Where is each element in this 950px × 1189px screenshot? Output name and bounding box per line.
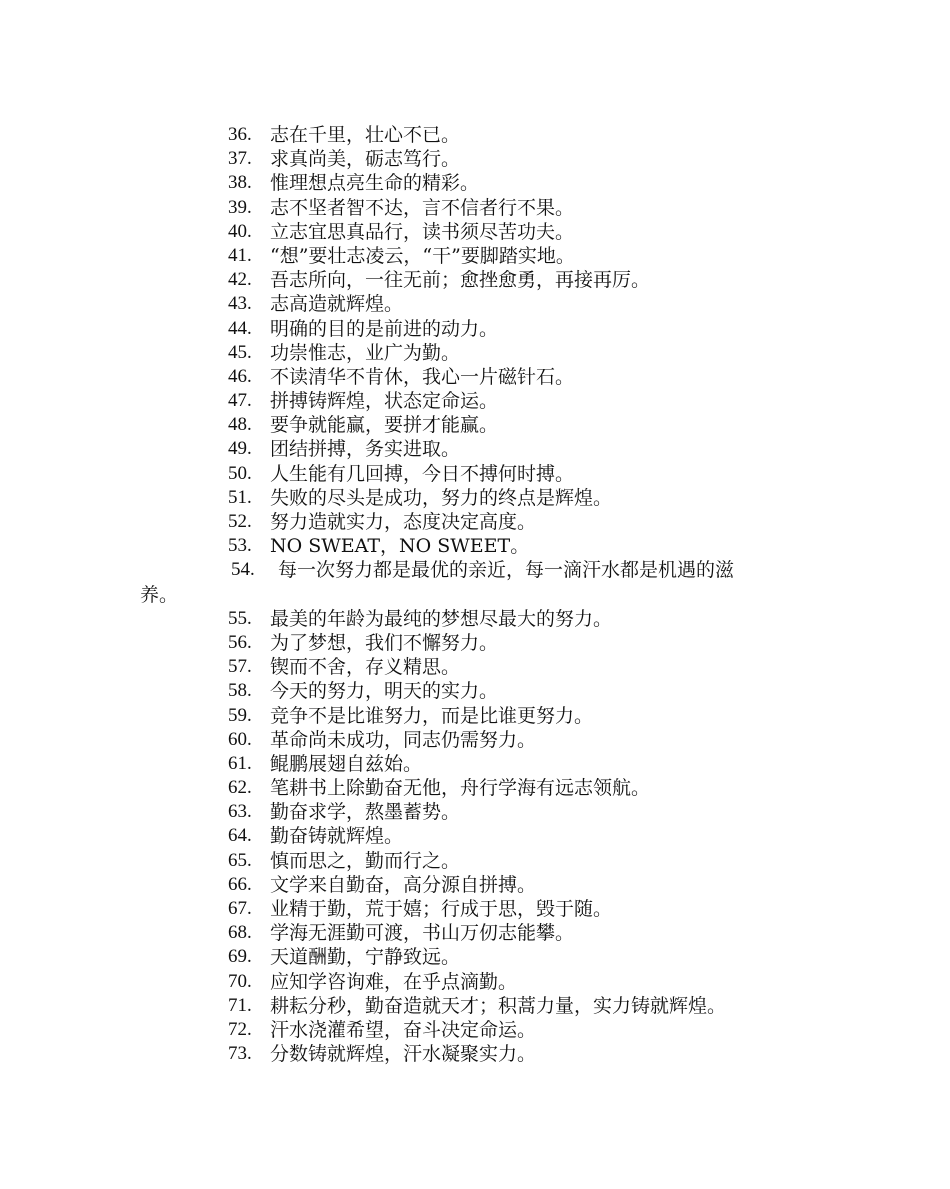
item-text: 惟理想点亮生命的精彩。 [270, 172, 480, 195]
item-number: 72. [228, 1018, 252, 1040]
item-number: 71. [228, 994, 252, 1016]
item-text: 文学来自勤奋，高分源自拼搏。 [270, 873, 537, 896]
list-item [0, 123, 950, 147]
item-number: 65. [228, 849, 252, 871]
item-number: 39. [228, 196, 252, 218]
list-item [0, 341, 950, 365]
list-item [0, 558, 950, 606]
list-item [0, 824, 950, 848]
list-item [0, 389, 950, 413]
item-text: 笔耕书上除勤奋无他，舟行学海有远志领航。 [270, 777, 651, 800]
item-number: 40. [228, 220, 252, 242]
item-number: 59. [228, 704, 252, 726]
item-text: 失败的尽头是成功，努力的终点是辉煌。 [270, 486, 613, 509]
list-item [0, 220, 950, 244]
item-number: 47. [228, 390, 252, 412]
item-text: 为了梦想，我们不懈努力。 [270, 631, 499, 654]
list-item [0, 945, 950, 969]
item-text: 竞争不是比谁努力，而是比谁更努力。 [270, 704, 594, 727]
item-number: 64. [228, 825, 252, 847]
item-text: 锲而不舍，存义精思。 [270, 656, 461, 679]
item-text: 求真尚美，砺志笃行。 [270, 148, 461, 171]
list-item [0, 607, 950, 631]
list-item [0, 704, 950, 728]
item-number: 43. [228, 293, 252, 315]
item-number: 46. [228, 365, 252, 387]
item-text: 天道酬勤，宁静致远。 [270, 946, 461, 969]
list-item [0, 486, 950, 510]
item-number: 48. [228, 414, 252, 436]
item-number: 37. [228, 148, 252, 170]
list-item [0, 897, 950, 921]
item-number: 44. [228, 317, 252, 339]
item-number: 42. [228, 269, 252, 291]
list-item [0, 244, 950, 268]
item-number: 70. [228, 970, 252, 992]
item-text: 学海无涯勤可渡，书山万仞志能攀。 [270, 922, 575, 945]
item-number: 36. [228, 124, 252, 145]
item-number: 50. [228, 462, 252, 484]
item-text: 分数铸就辉煌，汗水凝聚实力。 [270, 1043, 537, 1066]
item-text: 业精于勤，荒于嬉；行成于思，毁于随。 [270, 898, 613, 921]
list-item [0, 655, 950, 679]
list-item [0, 534, 950, 558]
item-text: 志不坚者智不达，言不信者行不果。 [270, 196, 575, 219]
item-text: 立志宜思真品行，读书须尽苦功夫。 [270, 220, 575, 243]
item-text: 拼搏铸辉煌，状态定命运。 [270, 390, 499, 413]
item-text: 努力造就实力，态度决定高度。 [270, 511, 537, 533]
list-item [0, 462, 950, 486]
item-text: 志高造就辉煌。 [270, 293, 404, 316]
item-text: 勤奋铸就辉煌。 [270, 825, 404, 848]
item-text: 革命尚未成功，同志仍需努力。 [270, 728, 537, 751]
list-item [0, 752, 950, 776]
item-text: 要争就能赢，要拼才能赢。 [270, 414, 499, 437]
item-number: 49. [228, 438, 252, 460]
list-item [0, 437, 950, 461]
list-item [0, 994, 950, 1018]
item-number: 41. [228, 244, 252, 266]
item-text: 最美的年龄为最纯的梦想尽最大的努力。 [270, 607, 613, 630]
list-item [0, 679, 950, 703]
list-item [0, 171, 950, 195]
item-text: 鲲鹏展翅自兹始。 [270, 752, 423, 775]
list-item [0, 800, 950, 824]
item-number: 55. [228, 607, 252, 629]
item-text: 志在千里，壮心不已。 [270, 124, 461, 146]
item-text: 勤奋求学，熬墨蓄势。 [270, 801, 461, 824]
list-item [0, 196, 950, 220]
list-item [0, 365, 950, 389]
item-number: 52. [228, 511, 252, 532]
item-number: 58. [228, 680, 252, 702]
item-text: 人生能有几回搏，今日不搏何时搏。 [270, 462, 575, 485]
item-text: NO SWEAT，NO SWEET。 [270, 535, 530, 558]
list-item [0, 292, 950, 316]
item-text: 团结拼搏，务实进取。 [270, 438, 461, 461]
item-number: 61. [228, 752, 252, 774]
item-text: 慎而思之，勤而行之。 [270, 849, 461, 872]
item-number: 53. [228, 535, 252, 557]
item-number: 60. [228, 728, 252, 750]
item-number: 67. [228, 898, 252, 920]
list-item [0, 1042, 950, 1066]
item-number: 69. [228, 946, 252, 968]
item-number: 66. [228, 873, 252, 895]
item-text-continuation: 养。 [140, 583, 179, 606]
list-item [0, 510, 950, 534]
item-text: 吾志所向，一往无前；愈挫愈勇，再接再厉。 [270, 269, 651, 292]
list-item [0, 921, 950, 945]
item-text: 今天的努力，明天的实力。 [270, 680, 499, 703]
item-number: 54. [231, 559, 255, 581]
list-item [0, 873, 950, 897]
list-item [0, 1018, 950, 1042]
item-number: 73. [228, 1043, 252, 1065]
item-text: 不读清华不肯休，我心一片磁针石。 [270, 365, 575, 388]
list-item [0, 631, 950, 655]
item-number: 63. [228, 801, 252, 823]
item-text: 耕耘分秒，勤奋造就天才；积蒿力量，实力铸就辉煌。 [270, 994, 727, 1017]
item-text: 功崇惟志，业广为勤。 [270, 341, 461, 364]
item-text: 明确的目的是前进的动力。 [270, 317, 499, 340]
item-text: 应知学咨询难，在乎点滴勤。 [270, 970, 518, 993]
item-number: 45. [228, 341, 252, 363]
list-item [0, 413, 950, 437]
item-text: “想”要壮志凌云，“干”要脚踏实地。 [270, 244, 575, 267]
list-item [0, 849, 950, 873]
item-text: 每一次努力都是最优的亲近，每一滴汗水都是机遇的滋 [278, 559, 735, 582]
item-number: 68. [228, 922, 252, 944]
item-number: 51. [228, 486, 252, 508]
item-number: 56. [228, 631, 252, 653]
list-item [0, 147, 950, 171]
item-text: 汗水浇灌希望，奋斗决定命运。 [270, 1018, 537, 1041]
item-number: 57. [228, 656, 252, 678]
numbered-list [0, 123, 950, 1066]
list-item [0, 268, 950, 292]
list-item [0, 317, 950, 341]
list-item [0, 970, 950, 994]
list-item [0, 728, 950, 752]
list-item [0, 776, 950, 800]
item-number: 62. [228, 777, 252, 799]
item-number: 38. [228, 172, 252, 194]
